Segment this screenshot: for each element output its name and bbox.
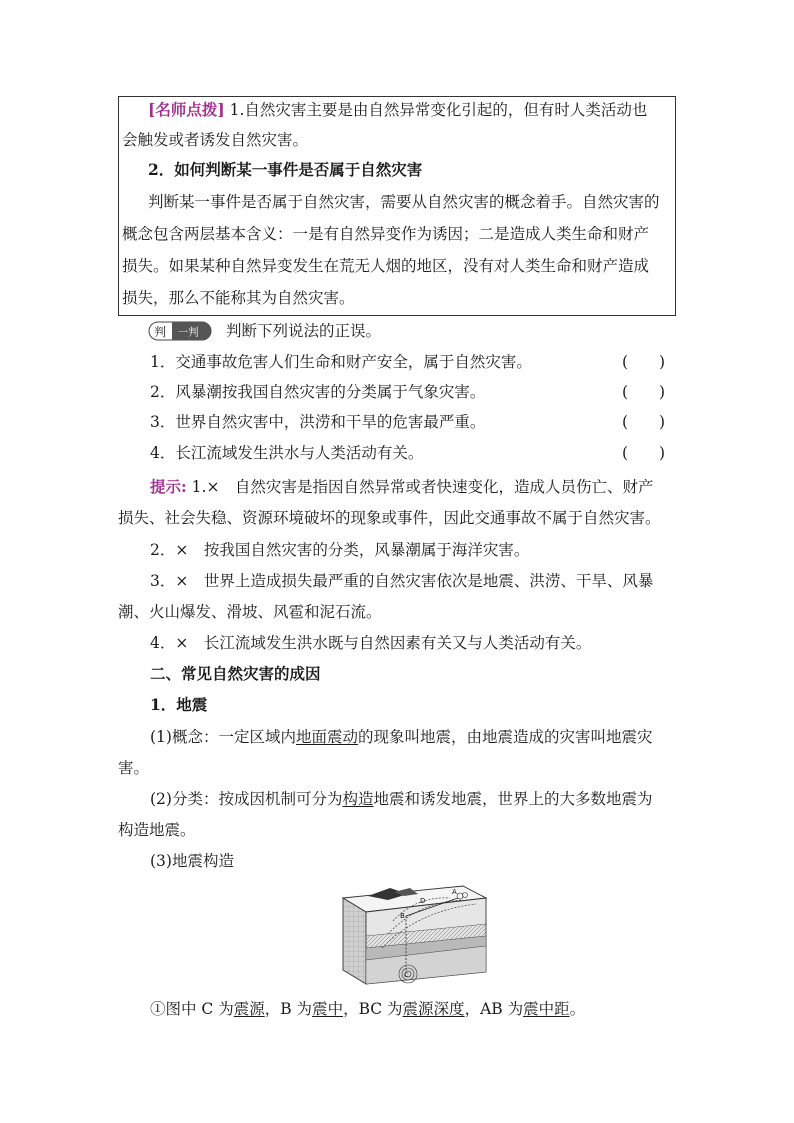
tip-tag: [名师点拨]: [148, 100, 225, 119]
hint-line-4: 3．× 世界上造成损失最严重的自然灾害依次是地震、洪涝、干旱、风暴: [150, 572, 654, 590]
answer-paren-1[interactable]: ( ): [622, 353, 666, 371]
tip-line-7: 损失，那么不能称其为自然灾害。: [122, 289, 355, 307]
concept-line-2: 害。: [118, 759, 150, 777]
diagram-label-c: C: [404, 971, 409, 979]
section-title: 二、常见自然灾害的成因: [150, 664, 321, 683]
hint-line-2: 损失、社会失稳、资源环境破坏的现象或事件，因此交通事故不属于自然灾害。: [118, 509, 661, 527]
answer-focus: 震源: [233, 1000, 265, 1018]
tip-line-5: 概念包含两层基本含义：一是有自然异变作为诱因；二是造成人类生命和财产: [122, 225, 650, 243]
answer-ground-shake: 地面震动: [295, 728, 358, 746]
hint-line-1: 提示: 1.× 自然灾害是指因自然异常或者快速变化，造成人员伤亡、财产: [150, 477, 654, 496]
tip-line-1: [名师点拨] 1.自然灾害主要是由自然异常变化引起的，但有时人类活动也: [148, 100, 648, 119]
tip-heading: 2．如何判断某一事件是否属于自然灾害: [148, 160, 423, 179]
answer-epicenter: 震中: [312, 1000, 344, 1018]
answer-paren-4[interactable]: ( ): [622, 444, 666, 462]
judge-item-4: 4．长江流域发生洪水与人类活动有关。: [150, 444, 424, 462]
diagram-label-b: B: [400, 912, 405, 920]
judge-badge-icon: [148, 320, 212, 342]
hint-label: 提示:: [150, 477, 187, 496]
tip-line-4: 判断某一事件是否属于自然灾害，需要从自然灾害的概念着手。自然灾害的: [148, 193, 660, 211]
earthquake-structure-diagram: [338, 876, 488, 986]
hint-line-3: 2．× 按我国自然灾害的分类，风暴潮属于海洋灾害。: [150, 541, 530, 559]
diagram-caption: ①图中 C 为震源，B 为震中，BC 为震源深度，AB 为震中距。: [150, 1000, 586, 1018]
answer-paren-2[interactable]: ( ): [622, 383, 666, 401]
diagram-label-d: D: [420, 897, 426, 905]
section-sub: 1．地震: [150, 695, 208, 714]
concept-line: (1)概念：一定区域内地面震动的现象叫地震，由地震造成的灾害叫地震灾: [150, 728, 653, 746]
classify-line-2: 构造地震。: [118, 821, 196, 839]
tip-line-2: 会触发或者诱发自然灾害。: [122, 131, 309, 149]
hint-line-6: 4．× 长江流域发生洪水既与自然因素有关又与人类活动有关。: [150, 634, 592, 652]
structure-heading: (3)地震构造: [150, 852, 234, 870]
judge-item-2: 2．风暴潮按我国自然灾害的分类属于气象灾害。: [150, 383, 486, 401]
answer-paren-3[interactable]: ( ): [622, 413, 666, 431]
judge-item-3: 3．世界自然灾害中，洪涝和干旱的危害最严重。: [150, 413, 486, 431]
answer-focal-depth: 震源深度: [402, 1000, 465, 1018]
judge-badge-right: 一判: [177, 326, 199, 339]
judge-item-1: 1．交通事故危害人们生命和财产安全，属于自然灾害。: [150, 353, 532, 371]
tip-line-6: 损失。如果某种自然异变发生在荒无人烟的地区，没有对人类生命和财产造成: [122, 257, 650, 275]
answer-tectonic: 构造: [342, 790, 374, 808]
classify-line: (2)分类：按成因机制可分为构造地震和诱发地震，世界上的大多数地震为: [150, 790, 653, 808]
judge-badge-left: 判: [153, 325, 167, 339]
judge-intro: 判断下列说法的正误。: [226, 322, 382, 340]
hint-line-5: 潮、火山爆发、滑坡、风雹和泥石流。: [118, 603, 382, 621]
diagram-label-a: A: [452, 888, 457, 896]
answer-epicentral-distance: 震中距: [523, 1000, 570, 1018]
